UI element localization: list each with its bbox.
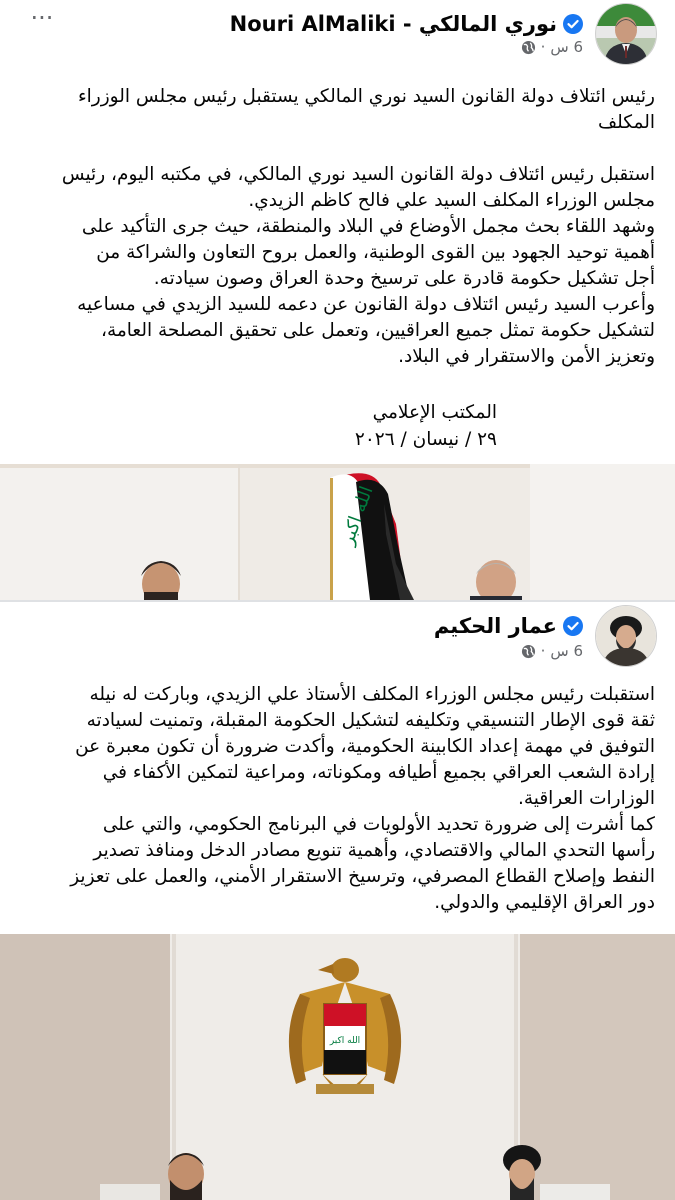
post-date-block <box>337 427 497 453</box>
post-text <box>15 682 655 916</box>
avatar-photo <box>596 4 656 64</box>
post-date: ٢٩ / نيسان / ٢٠٢٦ <box>354 429 497 450</box>
meta-separator: · <box>540 38 546 56</box>
post-line: كما أشرت إلى ضرورة تحديد الأولويات في البرنامج الحكومي، والتي على <box>102 814 655 835</box>
author-name[interactable]: Nouri AlMaliki - نوري المالكي <box>229 12 557 36</box>
post-line: أهمية توحيد الجهود بين القوى الوطنية، والعمل بروح التعاون والشراكة من <box>96 242 655 263</box>
post-line: وأعرب السيد رئيس ائتلاف دولة القانون عن دعمه للسيد الزيدي في مساعيه <box>77 294 655 315</box>
author-name[interactable]: عمار الحكيم <box>433 614 557 638</box>
post-line: دور العراق الإقليمي والدولي. <box>434 892 655 913</box>
post-line: استقبل رئيس ائتلاف دولة القانون السيد نوري المالكي، في مكتبه اليوم، رئيس <box>61 164 655 185</box>
meta-separator: · <box>540 642 546 660</box>
author-row <box>434 610 583 642</box>
post-line: المكلف <box>598 112 655 133</box>
post-meta <box>521 641 583 661</box>
post-line: إرادة الشعب العراقي بجميع أطيافه ومكوناته، ومراعية لتمكين الأكفاء في <box>102 762 655 783</box>
post-signature-block <box>0 400 497 426</box>
globe-icon <box>521 644 536 659</box>
post-photo[interactable] <box>0 464 675 600</box>
post-line: الوزارات العراقية. <box>517 788 655 809</box>
more-icon: ··· <box>30 4 54 32</box>
avatar-photo <box>596 606 656 666</box>
post-line: لتشكيل حكومة تمثل جميع العراقيين، وتعمل على تحقيق المصلحة العامة، <box>101 320 655 341</box>
post-meta <box>521 37 583 57</box>
post-line: النفط وإصلاح القطاع المصرفي، وترسيخ الاستقرار الأمني، والعمل على تعزيز <box>70 866 655 887</box>
verified-badge-icon <box>563 616 583 636</box>
avatar[interactable] <box>595 3 657 65</box>
post-line: رئيس ائتلاف دولة القانون السيد نوري المالكي يستقبل رئيس مجلس الوزراء <box>77 86 655 107</box>
post-line: وتعزيز الأمن والاستقرار في البلاد. <box>398 346 655 367</box>
post-line: رأسها التحدي المالي والاقتصادي، وأهمية تنويع مصادر الدخل ومنافذ تصدير <box>93 840 655 861</box>
post-time[interactable]: 6 س <box>550 642 583 660</box>
post-line: ثقة قوى الإطار التنسيقي وتكليفه لتشكيل الحكومة المقبلة، وتمنيت لسيادته <box>86 710 655 731</box>
emblem-inscription: الله اكبر <box>329 1036 361 1046</box>
post-line: مجلس الوزراء المكلف السيد علي فالح كاظم الزيدي. <box>248 190 655 211</box>
author-row <box>230 8 583 40</box>
post-line: استقبلت رئيس مجلس الوزراء المكلف الأستاذ علي الزيدي، وباركت له نيله <box>89 684 655 705</box>
post-header <box>0 0 675 66</box>
post-text <box>15 84 655 370</box>
post-time[interactable]: 6 س <box>550 38 583 56</box>
globe-icon <box>521 40 536 55</box>
post-line: وشهد اللقاء بحث مجمل الأوضاع في البلاد والمنطقة، حيث جرى التأكيد على <box>81 216 655 237</box>
avatar[interactable] <box>595 605 657 667</box>
blank-line <box>15 136 655 162</box>
post-line: أجل تشكيل حكومة قادرة على ترسيخ وحدة العراق وصون سيادته. <box>153 268 655 289</box>
post-photo[interactable] <box>0 934 675 1200</box>
post-header <box>0 602 675 668</box>
more-options-button[interactable] <box>22 4 62 32</box>
meeting-photo-emblem <box>0 934 675 1200</box>
flag-inscription: الله اكبر <box>336 483 378 548</box>
post-line: التوفيق في مهمة إعداد الكابينة الحكومية، وأكدت ضرورة أن تكون معبرة عن <box>75 736 655 757</box>
meeting-photo-flag <box>0 464 675 600</box>
post-ammar-alhakim <box>0 602 675 1200</box>
signature: المكتب الإعلامي <box>372 402 497 423</box>
verified-badge-icon <box>563 14 583 34</box>
